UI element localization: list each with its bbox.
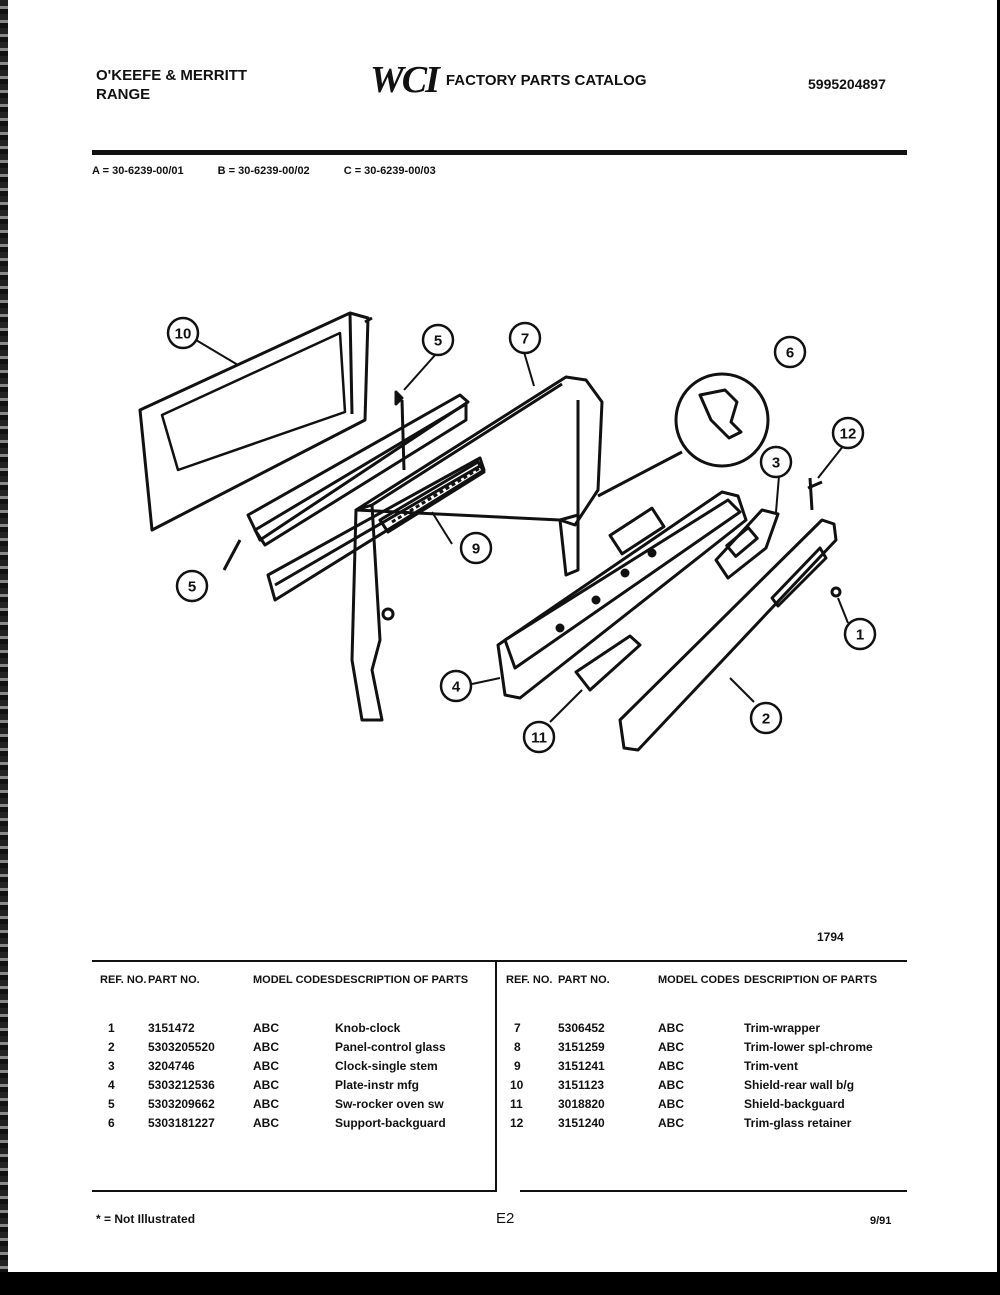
not-illustrated-note: * = Not Illustrated [96, 1212, 196, 1226]
callout-label: 9 [471, 540, 481, 558]
part-4-instrument-plate [498, 492, 746, 698]
parts-table-right [506, 974, 904, 1132]
ref-cell: 3 [108, 1058, 115, 1073]
model-cell: ABC [253, 1077, 279, 1092]
desc-cell: Trim-glass retainer [744, 1115, 852, 1130]
desc-cell: Trim-wrapper [744, 1020, 821, 1035]
ref-cell: 9 [514, 1058, 521, 1073]
page-number: E2 [496, 1210, 515, 1227]
callout-label: 1 [855, 626, 865, 644]
model-cell: ABC [658, 1115, 684, 1130]
part-8-lower-trim [248, 395, 484, 600]
part-cell: 5303209662 [148, 1096, 215, 1111]
part-cell: 3151241 [558, 1058, 605, 1073]
product-type: RANGE [96, 86, 151, 103]
parts-list [92, 960, 907, 1200]
table-row [100, 1094, 490, 1113]
header-part: PART NO. [558, 974, 610, 986]
ref-cell: 6 [108, 1115, 115, 1130]
ref-cell: 2 [108, 1039, 115, 1054]
callout-label: 6 [785, 344, 795, 362]
ref-cell: 5 [108, 1096, 115, 1111]
callout-label: 7 [520, 330, 530, 348]
callout-label: 12 [839, 425, 857, 443]
model-cell: ABC [253, 1096, 279, 1111]
model-cell: ABC [253, 1115, 279, 1130]
revision-date: 9/91 [870, 1215, 892, 1227]
ref-cell: 4 [108, 1077, 115, 1092]
header-ref: REF. NO. [100, 974, 147, 986]
desc-cell: Shield-rear wall b/g [744, 1077, 855, 1092]
model-cell: ABC [253, 1020, 279, 1035]
table-row [100, 1037, 490, 1056]
part-cell: 5303212536 [148, 1077, 215, 1092]
catalog-title: FACTORY PARTS CATALOG [445, 71, 647, 89]
model-cell: ABC [253, 1058, 279, 1073]
brand-name: O'KEEFE & MERRITT [96, 67, 248, 84]
table-row [506, 1037, 904, 1056]
desc-cell: Support-backguard [335, 1115, 446, 1130]
desc-cell: Trim-vent [744, 1058, 799, 1073]
header-desc: DESCRIPTION OF PARTS [744, 974, 878, 986]
part-12-glass-retainer [808, 478, 822, 510]
model-cell: ABC [253, 1039, 279, 1054]
part-cell: 5303181227 [148, 1115, 215, 1130]
model-cell: ABC [658, 1020, 684, 1035]
part-cell: 3151123 [558, 1077, 605, 1092]
table-row [506, 1018, 904, 1037]
parts-column-divider [495, 960, 497, 1192]
table-row [506, 1094, 904, 1113]
model-b: B = 30-6239-00/02 [217, 165, 310, 177]
callout-label: 3 [771, 454, 781, 472]
part-cell: 3151472 [148, 1020, 195, 1035]
parts-bottom-rule-left [92, 1190, 497, 1192]
part-cell: 3151259 [558, 1039, 605, 1054]
parts-table-left [100, 974, 490, 1132]
model-a: A = 30-6239-00/01 [92, 165, 184, 177]
part-11-backguard-shield [576, 636, 640, 690]
part-cell: 3204746 [148, 1058, 195, 1073]
catalog-number: 5995204897 [808, 76, 886, 92]
callout-label: 10 [174, 325, 192, 343]
part-5-rocker-switch [224, 392, 404, 570]
desc-cell: Clock-single stem [335, 1058, 438, 1073]
header-desc: DESCRIPTION OF PARTS [335, 974, 469, 986]
header-ref: REF. NO. [506, 974, 553, 986]
ref-cell: 7 [514, 1020, 521, 1035]
model-cell: ABC [658, 1077, 684, 1092]
table-row [100, 1018, 490, 1037]
table-row [100, 1075, 490, 1094]
table-row [100, 1113, 490, 1132]
part-cell: 3151240 [558, 1115, 605, 1130]
desc-cell: Sw-rocker oven sw [335, 1096, 444, 1111]
parts-bottom-rule-right [520, 1190, 907, 1192]
desc-cell: Trim-lower spl-chrome [744, 1039, 873, 1054]
ref-cell: 8 [514, 1039, 521, 1054]
desc-cell: Knob-clock [335, 1020, 401, 1035]
model-cell: ABC [658, 1039, 684, 1054]
part-cell: 5303205520 [148, 1039, 215, 1054]
desc-cell: Plate-instr mfg [335, 1077, 420, 1092]
parts-top-rule [92, 960, 907, 962]
desc-cell: Panel-control glass [335, 1039, 446, 1054]
header-model: MODEL CODES [658, 974, 740, 986]
callout-label: 11 [531, 729, 547, 747]
table-row [506, 1113, 904, 1132]
model-c: C = 30-6239-00/03 [343, 165, 436, 177]
callout-label: 2 [761, 710, 771, 728]
table-row [100, 1056, 490, 1075]
model-cell: ABC [658, 1096, 684, 1111]
callout-label: 5 [433, 332, 443, 350]
part-cell: 5306452 [558, 1020, 605, 1035]
header-model: MODEL CODES [253, 974, 335, 986]
figure-number: 1794 [817, 930, 844, 944]
ref-cell: 1 [108, 1020, 115, 1035]
table-row [506, 1056, 904, 1075]
wci-logo: WCI [370, 59, 438, 101]
part-6-support-detail [598, 374, 768, 496]
ref-cell: 12 [510, 1115, 524, 1130]
callout-label: 5 [187, 578, 197, 596]
model-cell: ABC [658, 1058, 684, 1073]
desc-cell: Shield-backguard [744, 1096, 845, 1111]
part-1-knob [832, 588, 840, 596]
ref-cell: 10 [510, 1077, 524, 1092]
table-row [506, 1075, 904, 1094]
part-cell: 3018820 [558, 1096, 605, 1111]
header-part: PART NO. [148, 974, 200, 986]
callout-label: 4 [451, 678, 461, 696]
ref-cell: 11 [510, 1096, 523, 1111]
scan-edge-bottom [0, 1272, 1000, 1295]
